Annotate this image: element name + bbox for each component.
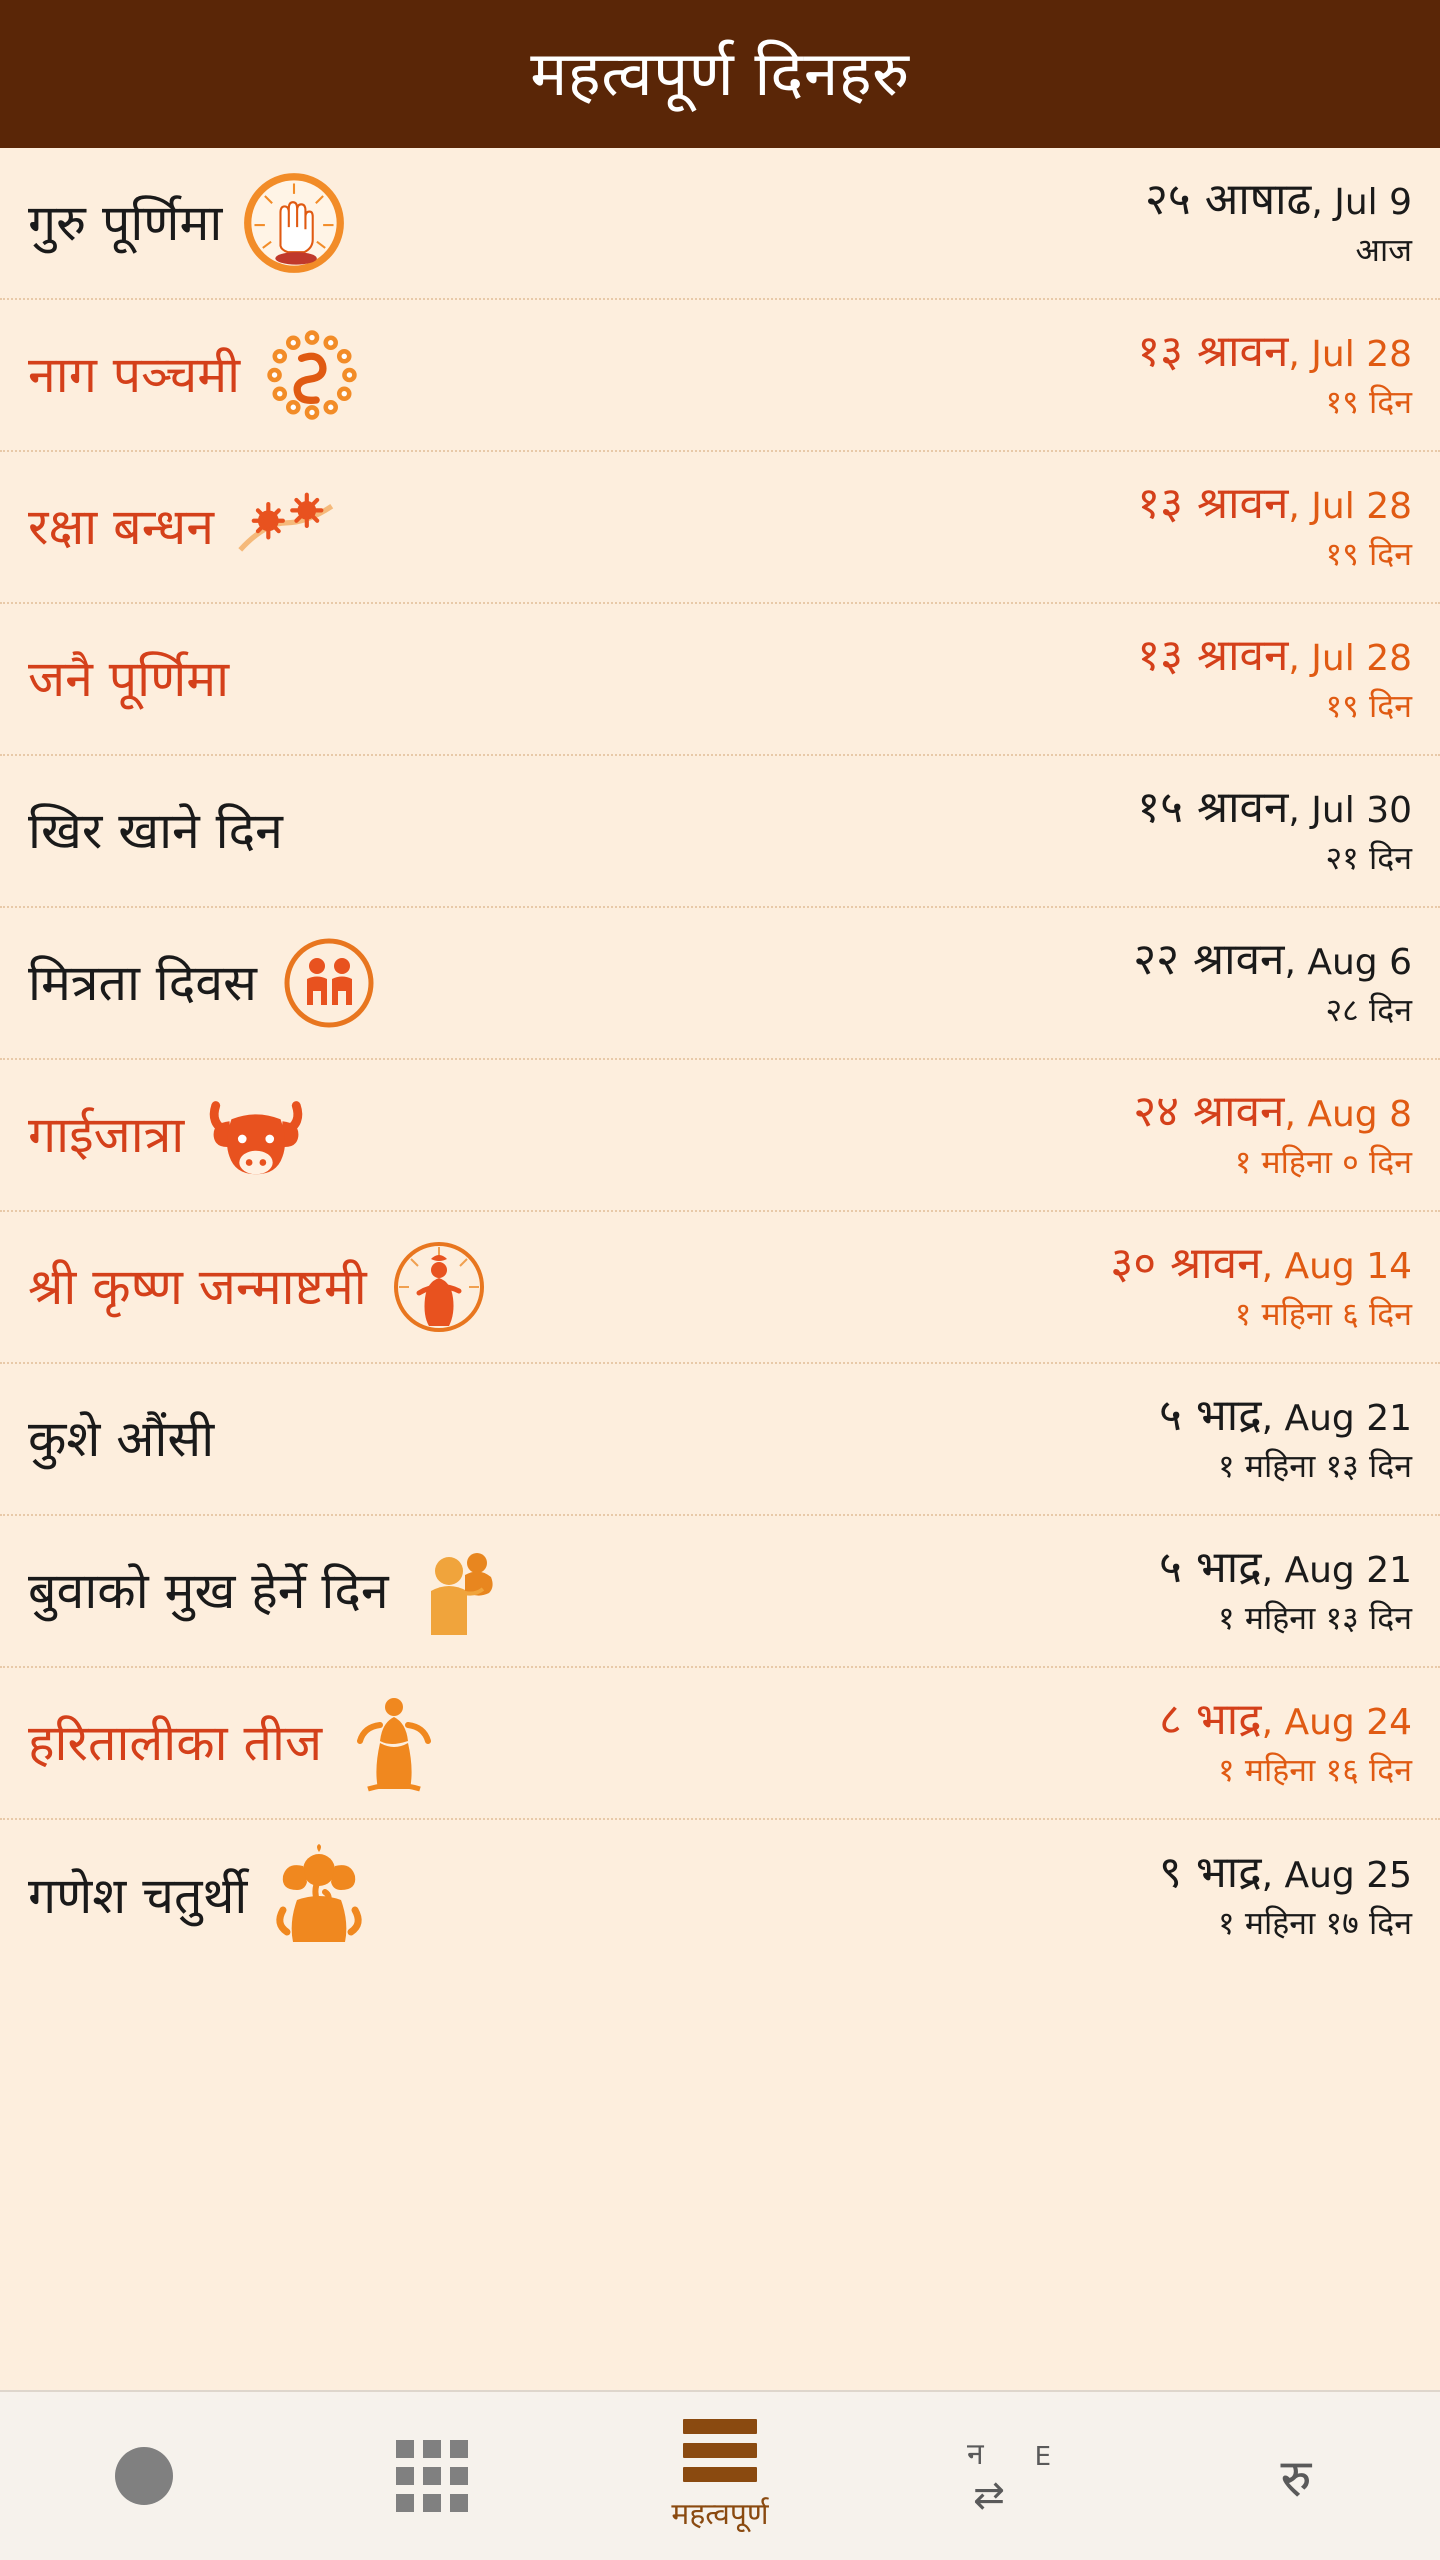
event-info	[28, 321, 1121, 429]
event-info	[28, 1081, 1117, 1189]
days-remaining: १ महिना ० दिन	[1234, 1142, 1412, 1181]
days-remaining: २८ दिन	[1325, 990, 1412, 1029]
english-date: , Aug 14	[1261, 1245, 1412, 1287]
event-info	[28, 1537, 1143, 1645]
event-name: गुरु पूर्णिमा	[28, 193, 223, 252]
ganesh-chaturthi-icon	[265, 1842, 373, 1950]
krishna-janmashtami-icon	[385, 1233, 493, 1341]
guru-purnima-hand-icon	[240, 169, 348, 277]
nav-item-home[interactable]	[0, 2392, 288, 2560]
list-item[interactable]	[0, 148, 1440, 300]
list-item[interactable]	[0, 604, 1440, 756]
event-name: जनै पूर्णिमा	[28, 649, 230, 708]
event-dates	[1117, 935, 1412, 1031]
days-remaining: १ महिना ६ दिन	[1234, 1294, 1412, 1333]
list-item[interactable]	[0, 756, 1440, 908]
nav-item-rate[interactable]	[1152, 2392, 1440, 2560]
event-info	[28, 1689, 1143, 1797]
fathers-day-icon	[407, 1537, 515, 1645]
gaijatra-cow-icon	[202, 1081, 310, 1189]
event-info	[28, 1409, 1143, 1468]
list-item[interactable]	[0, 1820, 1440, 1972]
friendship-day-people-icon	[275, 929, 383, 1037]
days-remaining: १ महिना १३ दिन	[1218, 1446, 1412, 1485]
english-date: , Jul 9	[1311, 181, 1412, 223]
nepali-date: ५ भाद्र	[1159, 1389, 1262, 1441]
event-date-line	[1159, 1848, 1412, 1899]
nepali-date: १३ श्रावन	[1137, 477, 1289, 529]
event-date-line	[1145, 175, 1412, 226]
list-item[interactable]	[0, 908, 1440, 1060]
event-dates	[1117, 1087, 1412, 1183]
english-date: , Aug 21	[1261, 1549, 1412, 1591]
event-name: नाग पञ्चमी	[28, 345, 241, 404]
event-info	[28, 1233, 1094, 1341]
event-date-line	[1159, 1391, 1412, 1442]
english-date: , Aug 8	[1284, 1093, 1412, 1135]
days-remaining: १ महिना १७ दिन	[1218, 1903, 1412, 1942]
list-item[interactable]	[0, 452, 1440, 604]
event-name: गणेश चतुर्थी	[28, 1866, 248, 1925]
list-item[interactable]	[0, 1364, 1440, 1516]
teej-dancer-icon	[340, 1689, 448, 1797]
days-remaining: आज	[1355, 230, 1412, 269]
nepali-date: २५ आषाढ	[1145, 173, 1312, 225]
nepali-date: १५ श्रावन	[1137, 781, 1289, 833]
days-remaining: १९ दिन	[1325, 534, 1412, 573]
english-date: , Jul 28	[1288, 485, 1412, 527]
event-date-line	[1159, 1543, 1412, 1594]
event-date-line	[1133, 1087, 1412, 1138]
list-item[interactable]	[0, 1212, 1440, 1364]
nepali-date: २४ श्रावन	[1133, 1085, 1285, 1137]
event-info	[28, 929, 1117, 1037]
event-name: श्री कृष्ण जन्माष्टमी	[28, 1257, 367, 1316]
event-info	[28, 169, 1129, 277]
english-date: , Aug 24	[1261, 1701, 1412, 1743]
english-date: , Aug 25	[1261, 1854, 1412, 1896]
grid-apps-icon	[396, 2440, 468, 2512]
event-dates	[1121, 631, 1412, 727]
event-name: गाईजात्रा	[28, 1105, 185, 1164]
days-remaining: १ महिना १६ दिन	[1218, 1750, 1412, 1789]
events-list[interactable]	[0, 148, 1440, 2390]
days-remaining: १ महिना १३ दिन	[1218, 1598, 1412, 1637]
list-item[interactable]	[0, 1668, 1440, 1820]
nav-item-apps[interactable]	[288, 2392, 576, 2560]
nepali-date: १३ श्रावन	[1137, 629, 1289, 681]
days-remaining: २१ दिन	[1325, 838, 1412, 877]
list-item[interactable]	[0, 300, 1440, 452]
event-dates	[1094, 1239, 1412, 1335]
event-dates	[1129, 175, 1412, 271]
nav-item-date-converter[interactable]	[864, 2392, 1152, 2560]
list-bars-icon	[683, 2419, 757, 2482]
english-date: , Jul 28	[1288, 333, 1412, 375]
event-dates	[1143, 1695, 1412, 1791]
event-info	[28, 649, 1121, 708]
event-name: कुशे औंसी	[28, 1409, 215, 1468]
english-date: , Aug 21	[1261, 1397, 1412, 1439]
event-dates	[1121, 783, 1412, 879]
bottom-navigation	[0, 2390, 1440, 2560]
event-info	[28, 1842, 1143, 1950]
list-item[interactable]	[0, 1516, 1440, 1668]
nepali-letter-icon: रु	[1280, 2448, 1312, 2509]
app-header	[0, 0, 1440, 148]
event-date-line	[1137, 327, 1412, 378]
nepali-date: २२ श्रावन	[1133, 933, 1285, 985]
page-title: महत्वपूर्ण दिनहरु	[530, 37, 910, 110]
raksha-bandhan-rakhi-icon	[232, 473, 340, 581]
event-date-line	[1137, 631, 1412, 682]
date-converter-icon: न E ⇄	[967, 2437, 1051, 2517]
event-name: रक्षा बन्धन	[28, 497, 215, 556]
event-name: मित्रता दिवस	[28, 953, 257, 1012]
english-date: , Jul 28	[1288, 637, 1412, 679]
nepali-date: ९ भाद्र	[1159, 1846, 1262, 1898]
days-remaining: १९ दिन	[1325, 382, 1412, 421]
event-date-line	[1110, 1239, 1412, 1290]
english-date: , Jul 30	[1288, 789, 1412, 831]
event-date-line	[1137, 783, 1412, 834]
nepali-date: १३ श्रावन	[1137, 325, 1289, 377]
event-name: बुवाको मुख हेर्ने दिन	[28, 1561, 389, 1620]
event-info	[28, 473, 1121, 581]
nepali-date: ८ भाद्र	[1159, 1693, 1262, 1745]
event-info	[28, 801, 1121, 860]
event-date-line	[1159, 1695, 1412, 1746]
event-date-line	[1133, 935, 1412, 986]
event-dates	[1143, 1391, 1412, 1487]
nav-item-label: महत्वपूर्ण	[671, 2497, 769, 2532]
event-dates	[1121, 479, 1412, 575]
nav-item-important-days[interactable]	[576, 2392, 864, 2560]
circle-dot-icon	[115, 2447, 173, 2505]
event-dates	[1121, 327, 1412, 423]
event-name: हरितालीका तीज	[28, 1713, 323, 1772]
naag-panchami-serpent-icon	[258, 321, 366, 429]
days-remaining: १९ दिन	[1325, 686, 1412, 725]
list-item[interactable]	[0, 1060, 1440, 1212]
nepali-date: ५ भाद्र	[1159, 1541, 1262, 1593]
event-dates	[1143, 1848, 1412, 1944]
nepali-date: ३० श्रावन	[1110, 1237, 1262, 1289]
event-date-line	[1137, 479, 1412, 530]
event-dates	[1143, 1543, 1412, 1639]
english-date: , Aug 6	[1284, 941, 1412, 983]
event-name: खिर खाने दिन	[28, 801, 283, 860]
